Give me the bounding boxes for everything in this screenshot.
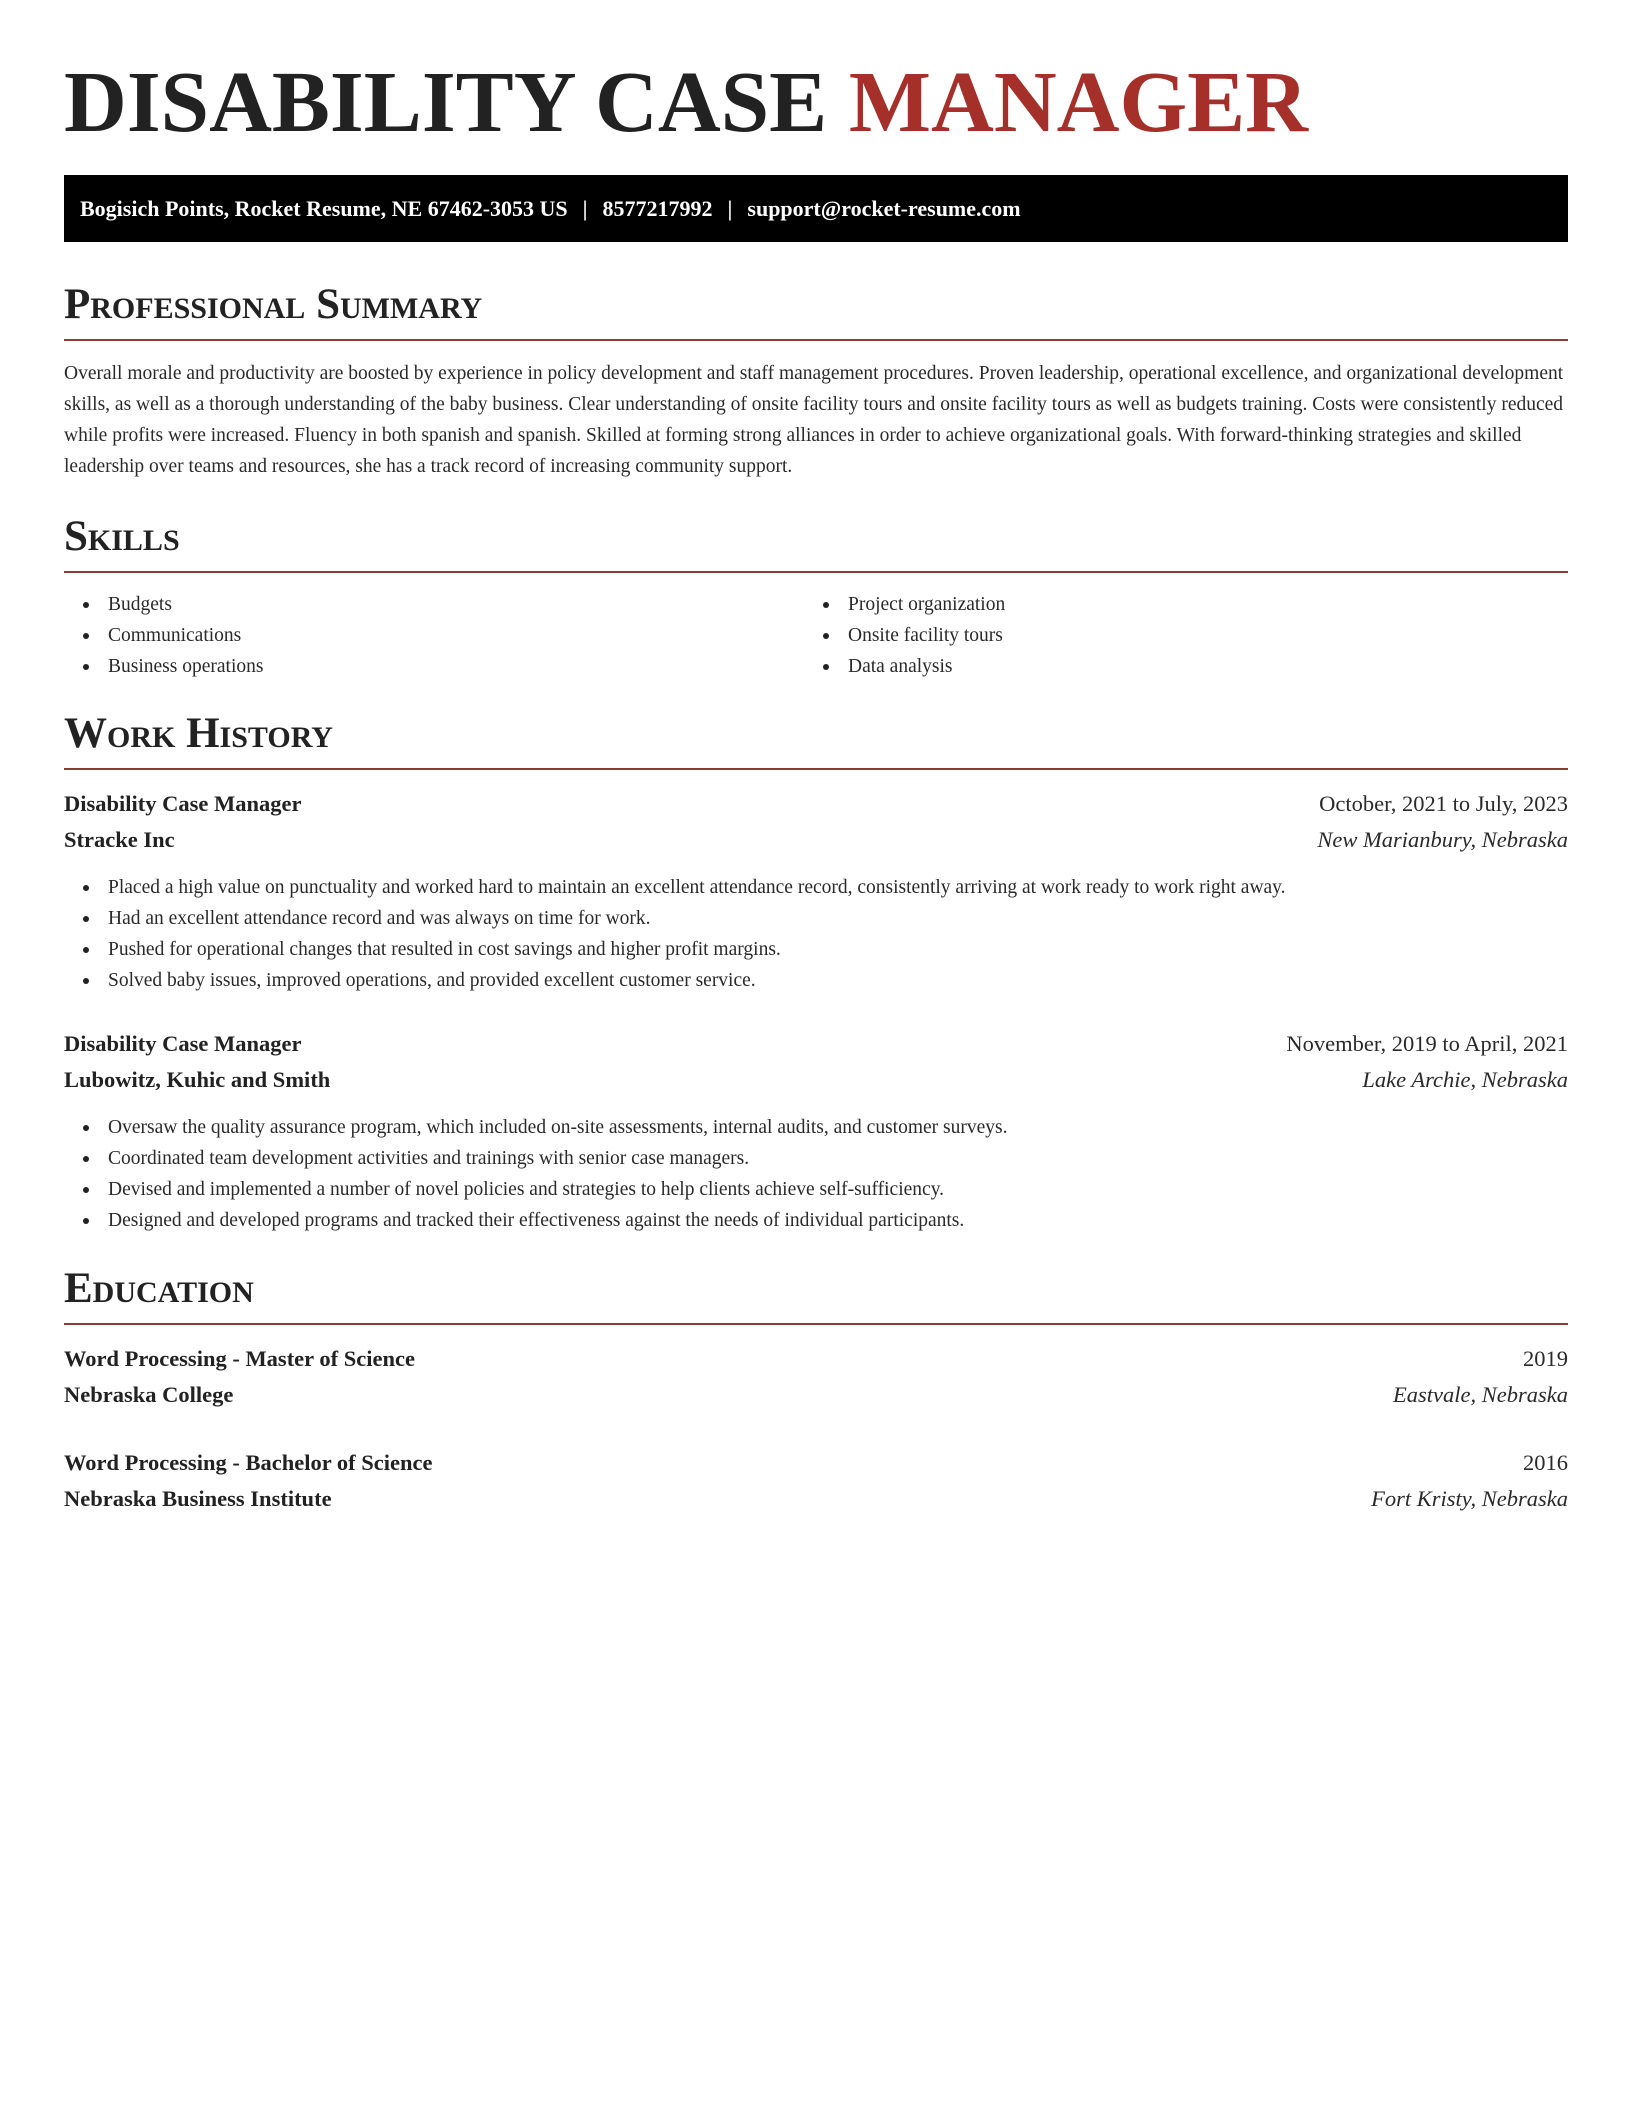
summary-text: Overall morale and productivity are boosted by experience in policy development and staff management procedures. Proven leadership, operational excellence, and organizational development skills, as well as a thorough understanding of the baby business. Clear understanding of onsite facility tours and onsite facility tours as well as budgets training. Costs were consistently reduced while profits were increased. Fluency in both spanish and spanish. Skilled at forming strong alliances in order to achieve organizational goals. With forward-thinking strategies and skilled leadership over teams and resources, she has a track record of increasing community support. (64, 363, 1564, 477)
section-divider (64, 339, 1568, 341)
education-header-row (64, 1445, 1568, 1481)
job-entry (64, 1026, 1568, 1236)
job-bullet: Placed a high value on punctuality and worked hard to maintain an excellent attendance record, consistently arriving at work ready to work right away. (64, 872, 1568, 903)
job-company-row (64, 1062, 1568, 1098)
job-bullet: Devised and implemented a number of novel policies and strategies to help clients achieve self-sufficiency. (64, 1174, 1568, 1205)
job-dates: October, 2021 to July, 2023 (1319, 791, 1568, 816)
job-bullet: Oversaw the quality assurance program, which included on-site assessments, internal audits, and customer surveys. (64, 1112, 1568, 1143)
job-company: Stracke Inc (64, 827, 175, 852)
skill-item: Budgets (64, 589, 804, 620)
education-year: 2019 (1523, 1346, 1568, 1371)
job-entry (64, 786, 1568, 996)
education-school-row (64, 1481, 1568, 1517)
skill-item: Business operations (64, 651, 804, 682)
education-degree: Word Processing - Master of Science (64, 1346, 415, 1371)
contact-address: Bogisich Points, Rocket Resume, NE 67462-3053 US (80, 196, 568, 221)
job-header-row (64, 1026, 1568, 1062)
job-title: Disability Case Manager (64, 791, 302, 816)
job-bullets (64, 872, 1568, 996)
job-location: New Marianbury, Nebraska (1317, 827, 1568, 852)
job-header-row (64, 786, 1568, 822)
title-accent: MANAGER (848, 53, 1309, 150)
education-header-row (64, 1341, 1568, 1377)
skill-item: Data analysis (804, 651, 1544, 682)
education-school: Nebraska Business Institute (64, 1486, 332, 1511)
work-history-heading: Work History (64, 710, 333, 757)
contact-phone: 8577217992 (602, 196, 713, 221)
contact-separator: | (727, 196, 733, 221)
education-school-row (64, 1377, 1568, 1413)
education-entry (64, 1341, 1568, 1413)
education-school: Nebraska College (64, 1382, 234, 1407)
skill-item: Project organization (804, 589, 1544, 620)
contact-separator: | (582, 196, 588, 221)
job-location: Lake Archie, Nebraska (1362, 1067, 1568, 1092)
skills-column-right (804, 589, 1544, 682)
education-entry (64, 1445, 1568, 1517)
job-bullet: Had an excellent attendance record and was always on time for work. (64, 903, 1568, 934)
section-divider (64, 1323, 1568, 1325)
resume-page (64, 0, 1568, 1517)
job-company-row (64, 822, 1568, 858)
job-bullet: Coordinated team development activities and trainings with senior case managers. (64, 1143, 1568, 1174)
skills-list (64, 589, 1568, 682)
job-company: Lubowitz, Kuhic and Smith (64, 1067, 331, 1092)
education-location: Eastvale, Nebraska (1393, 1382, 1568, 1407)
job-bullets (64, 1112, 1568, 1236)
skills-column-left (64, 589, 804, 682)
skill-item: Onsite facility tours (804, 620, 1544, 651)
resume-title (64, 0, 1568, 152)
education-location: Fort Kristy, Nebraska (1371, 1486, 1568, 1511)
contact-bar (64, 175, 1568, 242)
education-year: 2016 (1523, 1450, 1568, 1475)
section-divider (64, 571, 1568, 573)
section-divider (64, 768, 1568, 770)
skill-item: Communications (64, 620, 804, 651)
title-main: DISABILITY CASE (64, 53, 828, 150)
job-bullet: Pushed for operational changes that resulted in cost savings and higher profit margins. (64, 934, 1568, 965)
job-bullet: Designed and developed programs and tracked their effectiveness against the needs of individual participants. (64, 1205, 1568, 1236)
job-bullet: Solved baby issues, improved operations, and provided excellent customer service. (64, 965, 1568, 996)
contact-email: support@rocket-resume.com (747, 196, 1021, 221)
job-title: Disability Case Manager (64, 1031, 302, 1056)
job-dates: November, 2019 to April, 2021 (1286, 1031, 1568, 1056)
education-degree: Word Processing - Bachelor of Science (64, 1450, 433, 1475)
skills-heading: Skills (64, 513, 180, 560)
education-heading: Education (64, 1265, 254, 1312)
summary-heading: Professional Summary (64, 281, 483, 328)
